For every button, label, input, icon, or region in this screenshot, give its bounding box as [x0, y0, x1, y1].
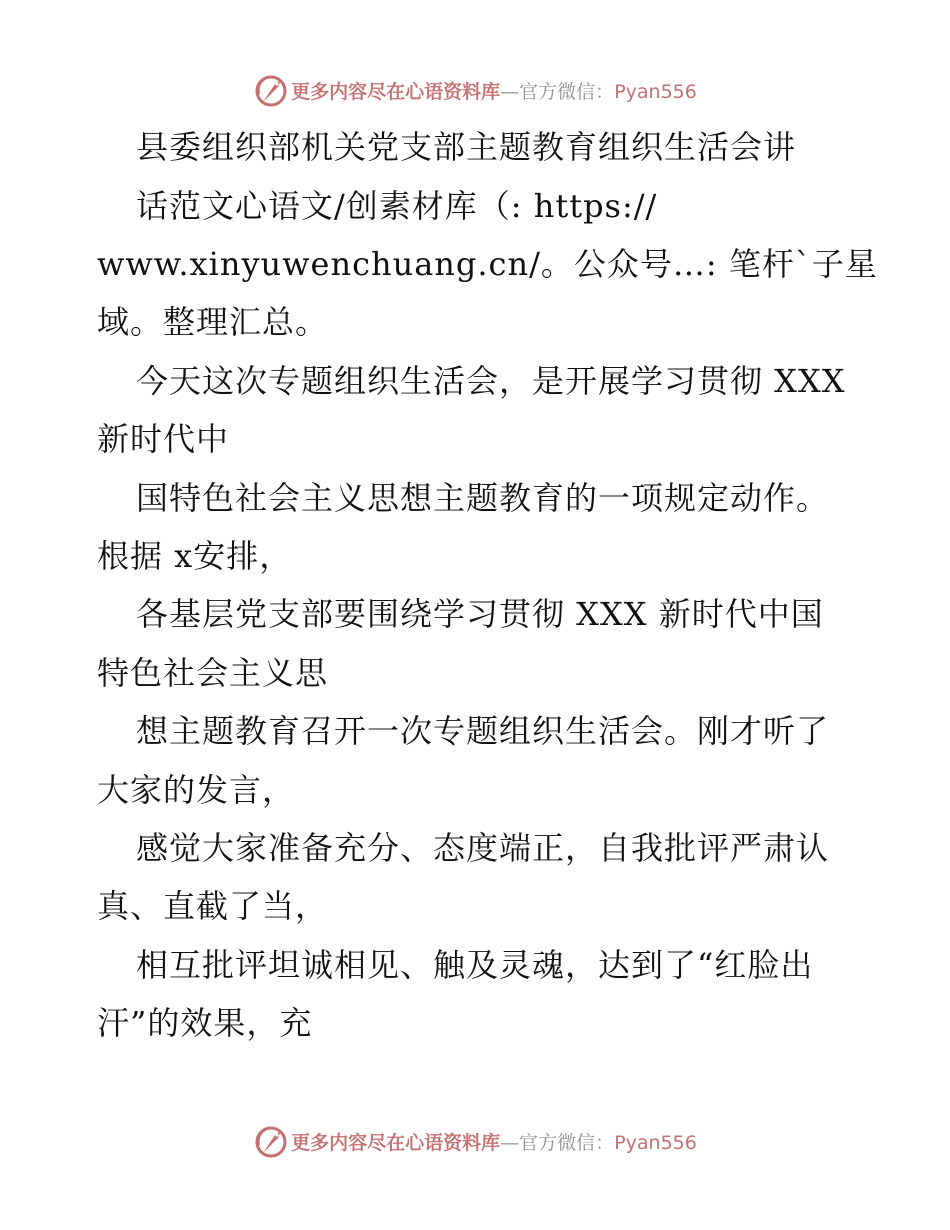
header-watermark — [0, 70, 950, 110]
text-line: 新时代中 — [97, 420, 230, 458]
watermark-official-label: 官方微信： — [519, 1131, 615, 1154]
text-line: 特色社会主义思 — [97, 654, 329, 692]
watermark-wechat-id: Pyan556 — [614, 1131, 697, 1154]
text-line: 真、直截了当， — [97, 887, 329, 925]
watermark-separator: — — [500, 80, 520, 103]
pen-nib-logo-icon — [253, 1123, 289, 1159]
text-line: 大家的发言， — [97, 771, 296, 809]
text-line: www.xinyuwenchuang.cn/。公众号…: 笔杆`子星 — [97, 245, 878, 283]
header-watermark-inner — [253, 72, 697, 108]
footer-watermark-text — [291, 1128, 697, 1155]
watermark-wechat-id: Pyan556 — [614, 80, 697, 103]
text-line: 想主题教育召开一次专题组织生活会。刚才听了 — [136, 712, 830, 750]
text-line: 各基层党支部要围绕学习贯彻 XXX 新时代中国 — [136, 595, 824, 633]
header-watermark-text — [291, 77, 697, 104]
watermark-main-text: 更多内容尽在心语资料库 — [291, 1131, 501, 1154]
text-line: 域。整理汇总。 — [97, 303, 329, 341]
watermark-main-text: 更多内容尽在心语资料库 — [291, 80, 501, 103]
footer-watermark-inner — [253, 1123, 697, 1159]
watermark-official-label: 官方微信： — [519, 80, 615, 103]
text-line: 今天这次专题组织生活会，是开展学习贯彻 XXX — [136, 362, 846, 400]
text-line: 话范文心语文/创素材库（: https:// — [136, 187, 658, 225]
footer-watermark — [0, 1121, 950, 1161]
text-line: 相互批评坦诚相见、触及灵魂，达到了“红脸出 — [136, 946, 814, 984]
text-line: 国特色社会主义思想主题教育的一项规定动作。 — [136, 479, 830, 517]
pen-nib-logo-icon — [253, 72, 289, 108]
text-line: 汗”的效果，充 — [97, 1004, 313, 1042]
text-line: 根据 x安排， — [97, 537, 293, 575]
text-line: 县委组织部机关党支部主题教育组织生活会讲 — [136, 128, 797, 166]
watermark-separator: — — [500, 1131, 520, 1154]
text-line: 感觉大家准备充分、态度端正，自我批评严肃认 — [136, 829, 830, 867]
